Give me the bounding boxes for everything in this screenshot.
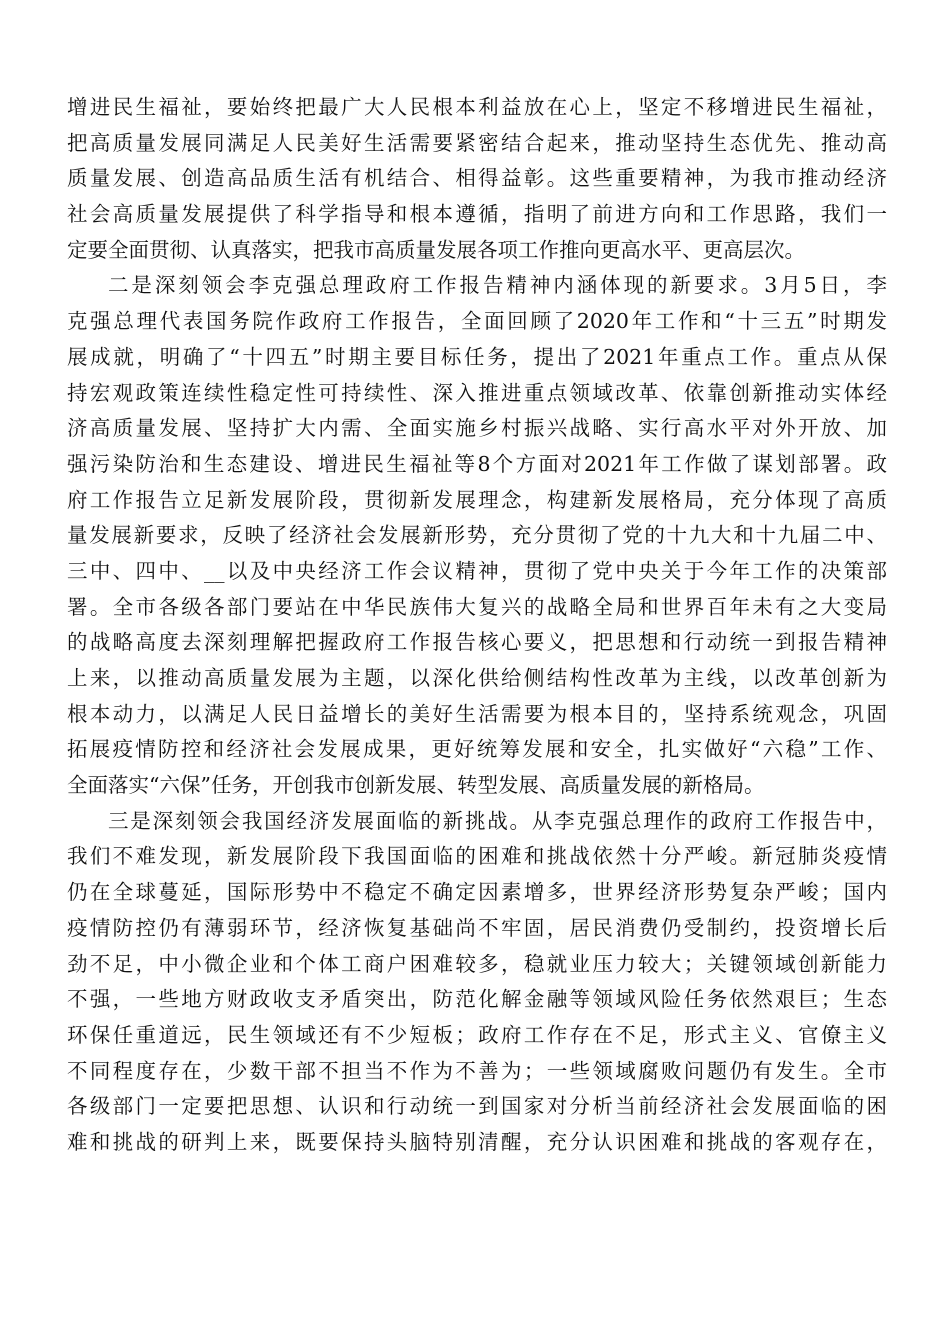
text-line: 各级部门一定要把思想、认识和行动统一到国家对分析当前经济社会发展面临的困 (67, 1094, 887, 1119)
text-line: 疫情防控仍有薄弱环节，经济恢复基础尚不牢固，居民消费仍受制约，投资增长后 (67, 915, 887, 940)
text-line: 三中、四中、__以及中央经济工作会议精神，贯彻了党中央关于今年工作的决策部 (67, 558, 887, 583)
text-line: 劲不足，中小微企业和个体工商户困难较多，稳就业压力较大；关键领域创新能力 (67, 951, 887, 976)
document-body (67, 90, 887, 1161)
text-line: 我们不难发现，新发展阶段下我国面临的困难和挑战依然十分严峻。新冠肺炎疫情 (67, 844, 887, 869)
text-line: 难和挑战的研判上来，既要保持头脑特别清醒，充分认识困难和挑战的客观存在， (67, 1129, 887, 1154)
text-line: 不同程度存在，少数干部不担当不作为不善为；一些领域腐败问题仍有发生。全市 (67, 1058, 887, 1083)
text-line: 上来，以推动高质量发展为主题，以深化供给侧结构性改革为主线，以改革创新为 (67, 666, 887, 690)
text-line: 持宏观政策连续性稳定性可持续性、深入推进重点领域改革、依靠创新推动实体经 (67, 380, 887, 405)
text-line: 克强总理代表国务院作政府工作报告，全面回顾了2020年工作和“十三五”时期发 (67, 309, 887, 334)
paragraph-start-line: 二是深刻领会李克强总理政府工作报告精神内涵体现的新要求。3月5日，李 (108, 273, 887, 298)
text-line: 把高质量发展同满足人民美好生活需要紧密结合起来，推动坚持生态优先、推动高 (67, 130, 887, 155)
text-line: 强污染防治和生态建设、增进民生福祉等8个方面对2021年工作做了谋划部署。政 (67, 451, 887, 476)
text-line: 量发展新要求，反映了经济社会发展新形势，充分贯彻了党的十九大和十九届二中、 (67, 523, 887, 548)
text-line: 仍在全球蔓延，国际形势中不稳定不确定因素增多，世界经济形势复杂严峻；国内 (67, 880, 887, 905)
text-line: 拓展疫情防控和经济社会发展成果，更好统筹发展和安全，扎实做好“六稳”工作、 (67, 737, 887, 762)
text-line: 署。全市各级各部门要站在中华民族伟大复兴的战略全局和世界百年未有之大变局 (67, 594, 887, 619)
text-line: 全面落实“六保”任务，开创我市创新发展、转型发展、高质量发展的新格局。 (67, 773, 765, 798)
paragraph-start-line: 三是深刻领会我国经济发展面临的新挑战。从李克强总理作的政府工作报告中， (108, 808, 887, 833)
text-line: 府工作报告立足新发展阶段，贯彻新发展理念，构建新发展格局，充分体现了高质 (67, 487, 887, 512)
text-line: 社会高质量发展提供了科学指导和根本遵循，指明了前进方向和工作思路，我们一 (67, 202, 887, 227)
text-line: 展成就，明确了“十四五”时期主要目标任务，提出了2021年重点工作。重点从保 (67, 344, 887, 369)
text-line: 根本动力，以满足人民日益增长的美好生活需要为根本目的，坚持系统观念，巩固 (67, 701, 887, 726)
text-line: 不强，一些地方财政收支矛盾突出，防范化解金融等领域风险任务依然艰巨；生态 (67, 987, 887, 1012)
text-line: 的战略高度去深刻理解把握政府工作报告核心要义，把思想和行动统一到报告精神 (67, 630, 887, 655)
text-line: 定要全面贯彻、认真落实，把我市高质量发展各项工作推向更高水平、更高层次。 (67, 237, 805, 262)
text-line: 质量发展、创造高品质生活有机结合、相得益彰。这些重要精神，为我市推动经济 (67, 166, 887, 191)
text-line: 济高质量发展、坚持扩大内需、全面实施乡村振兴战略、实行高水平对外开放、加 (67, 416, 887, 441)
text-line: 增进民生福祉，要始终把最广大人民根本利益放在心上，坚定不移增进民生福祉， (67, 95, 887, 119)
text-line: 环保任重道远，民生领域还有不少短板；政府工作存在不足，形式主义、官僚主义 (67, 1022, 887, 1047)
